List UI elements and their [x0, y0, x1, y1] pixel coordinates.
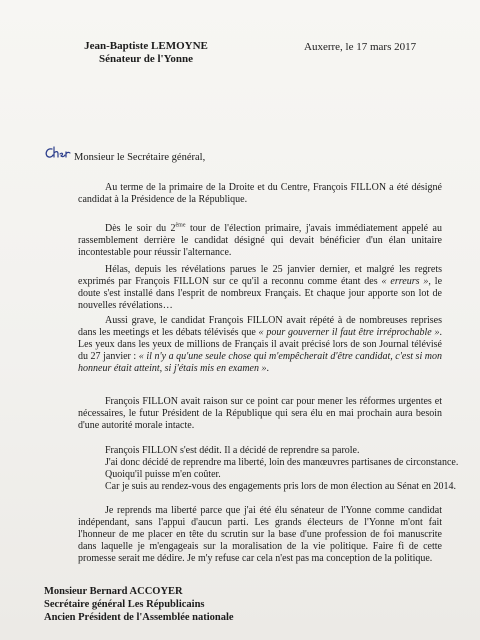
paragraph-4-start: Aussi grave, le candidat François FILLON avait répété à de nombreuses reprises dans les meetings et les débats télévisés que: [78, 315, 442, 338]
salutation: Monsieur le Secrétaire général,: [74, 152, 206, 163]
quote-irreprochable: « pour gouverner il faut être irréprochable »: [258, 327, 440, 338]
ordinal-superscript: ème: [175, 222, 186, 229]
paragraph-3-start: Hélas, depuis les révélations parues le 25 janvier dernier, et malgré les regrets exprimés par François FILLON sur ce qu'il a reconnu comme étant des: [78, 264, 442, 287]
quote-mis-en-examen: « il n'y a qu'une seule chose qui m'empêcherait d'être candidat, c'est si mon honneur était atteint, si j'étais mis en examen »: [78, 351, 442, 374]
paragraph-3: [78, 264, 442, 312]
paragraph-6-line: Quoiqu'il puisse m'en coûter.: [105, 469, 221, 480]
paragraph-6-line: François FILLON s'est dédit. Il a décidé de reprendre sa parole.: [105, 445, 360, 456]
sender-name: Jean-Baptiste LEMOYNE: [84, 40, 208, 52]
handwritten-initials: [44, 146, 72, 160]
recipient-former-role: Ancien Président de l'Assemblée nationale: [44, 612, 234, 623]
paragraph-2: [78, 223, 442, 259]
sender-block: [46, 40, 246, 66]
paragraph-2-end: tour de l'élection primaire, j'avais immédiatement appelé au rassemblement derrière le candidat désigné qui devait bénéficier d'un élan unitaire incontestable pour réussir l'alternance.: [78, 223, 442, 258]
paragraph-5: François FILLON avait raison sur ce point car pour mener les réformes urgentes et nécessaires, le futur Président de la République qui sera élu en mai prochain aura besoin d'une autorité morale intacte.: [78, 396, 442, 431]
paragraph-6-line: Car je suis au rendez-vous des engagements pris lors de mon élection au Sénat en 2014.: [105, 481, 457, 492]
paragraph-6-line: J'ai donc décidé de reprendre ma liberté, loin des manœuvres partisanes de circonstance.: [105, 457, 459, 468]
paragraph-4: [78, 315, 442, 375]
paragraph-3-end: , le doute s'est installé dans l'esprit de nombreux Français. Et chaque jour apporte son lot de nouvelles révélations…: [78, 276, 443, 311]
paragraph-2-start: Dès le soir du 2: [105, 223, 176, 234]
sender-title: Sénateur de l'Yonne: [99, 53, 193, 65]
paragraph-4-end: .: [266, 363, 269, 374]
paragraph-6: [105, 445, 459, 493]
recipient-role: Secrétaire général Les Républicains: [44, 599, 205, 610]
paragraph-1: Au terme de la primaire de la Droite et du Centre, François FILLON a été désigné candidat à la Présidence de la République.: [78, 182, 442, 205]
quote-erreurs: « erreurs »: [381, 276, 429, 287]
recipient-block: [44, 585, 234, 624]
letter-date: Auxerre, le 17 mars 2017: [304, 41, 417, 53]
recipient-name: Monsieur Bernard ACCOYER: [44, 586, 183, 597]
paragraph-4-middle: . Les yeux dans les yeux de millions de Français il avait précisé lors de son Journal télévisé du 27 janvier :: [78, 327, 442, 362]
paragraph-7: Je reprends ma liberté parce que j'ai été élu sénateur de l'Yonne comme candidat indépendant, sans l'appui d'aucun parti. Les grands électeurs de l'Yonne m'ont fait l'honneur de me placer en tête du scrutin sur la base d'une profession de foi manuscrite dans laquelle je m'engageais sur la moralisation de la vie politique. Faire fi de cette promesse serait me dédire. Je m'y refuse car cela n'est pas ma conception de la politique.: [78, 505, 442, 564]
